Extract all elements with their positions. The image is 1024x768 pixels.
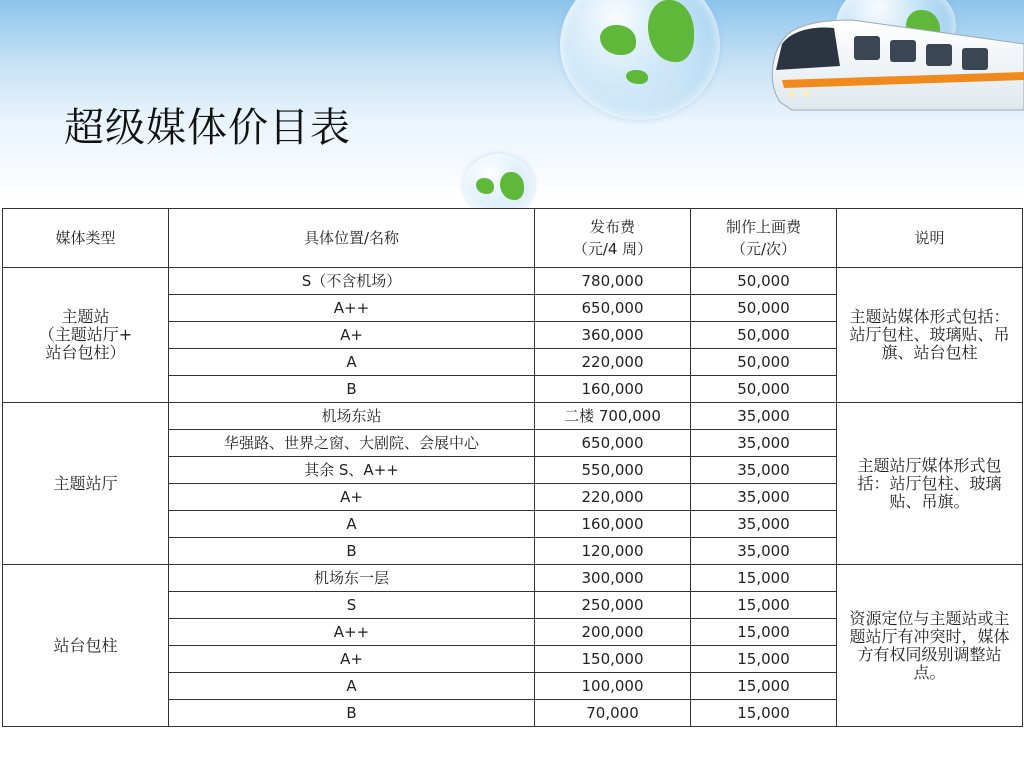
header-note: 说明 xyxy=(837,209,1023,268)
location-cell: B xyxy=(169,700,535,727)
location-cell: 机场东一层 xyxy=(169,565,535,592)
production-fee-cell: 50,000 xyxy=(691,376,837,403)
location-cell: A+ xyxy=(169,646,535,673)
header-production-fee-line2: （元/次） xyxy=(730,240,797,258)
production-fee-cell: 35,000 xyxy=(691,484,837,511)
group-type-line: 主题站厅 xyxy=(53,473,118,493)
location-cell: A++ xyxy=(169,619,535,646)
group-type-line: （主题站厅+ xyxy=(38,325,133,344)
header-production-fee-line1: 制作上画费 xyxy=(725,218,801,236)
header-publish-fee-line2: （元/4 周） xyxy=(572,240,653,258)
production-fee-cell: 50,000 xyxy=(691,295,837,322)
publish-fee-cell: 200,000 xyxy=(535,619,691,646)
header-production-fee xyxy=(691,209,837,268)
note-cell: 主题站厅媒体形式包括：站厅包柱、玻璃贴、吊旗。 xyxy=(837,403,1023,565)
production-fee-cell: 15,000 xyxy=(691,700,837,727)
location-cell: B xyxy=(169,376,535,403)
publish-fee-cell: 160,000 xyxy=(535,511,691,538)
location-cell: A++ xyxy=(169,295,535,322)
publish-fee-cell: 120,000 xyxy=(535,538,691,565)
production-fee-cell: 35,000 xyxy=(691,430,837,457)
table-row xyxy=(3,565,1023,592)
header-media-type: 媒体类型 xyxy=(3,209,169,268)
publish-fee-cell: 780,000 xyxy=(535,268,691,295)
note-cell: 主题站媒体形式包括：站厅包柱、玻璃贴、吊旗、站台包柱 xyxy=(837,268,1023,403)
publish-fee-cell: 70,000 xyxy=(535,700,691,727)
production-fee-cell: 50,000 xyxy=(691,349,837,376)
globe-bubble-small-icon xyxy=(464,154,534,216)
production-fee-cell: 15,000 xyxy=(691,646,837,673)
location-cell: S xyxy=(169,592,535,619)
publish-fee-cell: 550,000 xyxy=(535,457,691,484)
table-row xyxy=(3,268,1023,295)
production-fee-cell: 50,000 xyxy=(691,322,837,349)
production-fee-cell: 15,000 xyxy=(691,673,837,700)
production-fee-cell: 35,000 xyxy=(691,538,837,565)
production-fee-cell: 35,000 xyxy=(691,511,837,538)
globe-bubble-large-icon xyxy=(560,0,720,120)
group-type-cell xyxy=(3,403,169,565)
header-publish-fee xyxy=(535,209,691,268)
note-cell: 资源定位与主题站或主题站厅有冲突时，媒体方有权同级别调整站点。 xyxy=(837,565,1023,727)
production-fee-cell: 50,000 xyxy=(691,268,837,295)
page-title: 超级媒体价目表 xyxy=(64,105,351,151)
publish-fee-cell: 二楼 700,000 xyxy=(535,403,691,430)
group-type-cell xyxy=(3,565,169,727)
location-cell: 机场东站 xyxy=(169,403,535,430)
publish-fee-cell: 150,000 xyxy=(535,646,691,673)
header-row xyxy=(3,209,1023,268)
production-fee-cell: 15,000 xyxy=(691,565,837,592)
publish-fee-cell: 250,000 xyxy=(535,592,691,619)
production-fee-cell: 15,000 xyxy=(691,619,837,646)
table-row xyxy=(3,403,1023,430)
group-type-line: 站台包柱 xyxy=(53,635,118,655)
metro-train-icon xyxy=(762,14,1024,114)
location-cell: A xyxy=(169,511,535,538)
location-cell: A xyxy=(169,673,535,700)
publish-fee-cell: 650,000 xyxy=(535,295,691,322)
header-publish-fee-line1: 发布费 xyxy=(589,218,635,236)
group-type-line: 主题站 xyxy=(61,307,110,326)
publish-fee-cell: 220,000 xyxy=(535,349,691,376)
group-type-line: 站台包柱） xyxy=(45,343,126,362)
production-fee-cell: 15,000 xyxy=(691,592,837,619)
location-cell: A+ xyxy=(169,484,535,511)
publish-fee-cell: 100,000 xyxy=(535,673,691,700)
publish-fee-cell: 160,000 xyxy=(535,376,691,403)
price-table xyxy=(2,208,1023,727)
publish-fee-cell: 360,000 xyxy=(535,322,691,349)
production-fee-cell: 35,000 xyxy=(691,457,837,484)
publish-fee-cell: 300,000 xyxy=(535,565,691,592)
production-fee-cell: 35,000 xyxy=(691,403,837,430)
location-cell: B xyxy=(169,538,535,565)
location-cell: A+ xyxy=(169,322,535,349)
publish-fee-cell: 650,000 xyxy=(535,430,691,457)
header-location: 具体位置/名称 xyxy=(169,209,535,268)
publish-fee-cell: 220,000 xyxy=(535,484,691,511)
location-cell: 其余 S、A++ xyxy=(169,457,535,484)
location-cell: S（不含机场） xyxy=(169,268,535,295)
location-cell: A xyxy=(169,349,535,376)
location-cell: 华强路、世界之窗、大剧院、会展中心 xyxy=(169,430,535,457)
group-type-cell xyxy=(3,268,169,403)
